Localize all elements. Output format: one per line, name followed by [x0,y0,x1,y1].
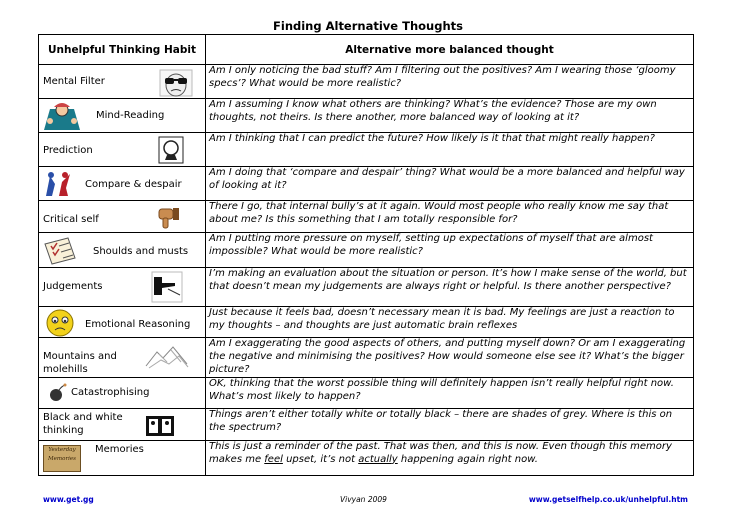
habit-label: Catastrophising [71,387,150,398]
habit-cell [39,307,206,338]
habit-label: Compare & despair [85,179,182,190]
table-row [39,167,694,201]
table-row [39,409,694,441]
habit-label: Mountains and molehills [43,351,117,375]
thought-cell: Just because it feels bad, doesn’t necessary mean it is bad. My feelings are just a reaction to my thoughts – and thoughts are just automatic brain reflexes [206,307,694,338]
habit-label: Shoulds and musts [93,246,189,257]
thought-cell [206,441,694,476]
habit-cell [39,441,206,476]
table-row [39,65,694,99]
black-white-figures-icon [145,415,175,437]
footer-link-getgg[interactable]: www.get.gg [43,495,94,504]
thought-cell: Am I doing that ‘compare and despair’ thing? What would be a more balanced and helpful way of looking at it? [206,167,694,201]
habit-label: Emotional Reasoning [85,319,191,330]
thought-cell: Am I exaggerating the good aspects of others, and putting myself down? Or am I exaggerating the negative and minimising the positives? How would someone else see it? What’s the bigger picture? [206,338,694,378]
table-row [39,201,694,233]
habit-cell [39,133,206,167]
table-header-row [39,35,694,65]
thought-text: upset, it’s not [282,453,359,465]
table-row [39,233,694,268]
thought-cell: I’m making an evaluation about the situation or person. It’s how I make sense of the world, but that doesn’t mean my judgements are always right or helpful. Is there another perspective? [206,268,694,307]
thought-text: happening again right now. [397,453,538,465]
table-row [39,378,694,409]
thought-column-header: Alternative more balanced thought [206,35,694,65]
habit-column-header: Unhelpful Thinking Habit [39,35,206,65]
table-row [39,307,694,338]
thinking-habits-table [38,34,694,476]
habit-label: Prediction [43,145,93,156]
emphasis-actually: actually [358,453,398,465]
habit-label: Judgements [43,281,103,292]
thought-cell: Am I thinking that I can predict the future? How likely is it that that might really happen? [206,133,694,167]
habit-cell [39,268,206,307]
table-row [39,338,694,378]
thought-cell: Am I only noticing the bad stuff? Am I filtering out the positives? Am I wearing those ‘gloomy specs’? What would be more realistic? [206,65,694,99]
footer-author: Vivyan 2009 [340,495,387,504]
habit-cell [39,201,206,233]
footer-link-getselfhelp[interactable]: www.getselfhelp.co.uk/unhelpful.htm [528,495,688,504]
habit-label: Memories [95,444,144,455]
habit-label: Critical self [43,214,99,225]
sad-face-icon [45,308,75,338]
habit-cell [39,99,206,133]
checklist-icon [42,236,78,266]
table-row [39,133,694,167]
thought-cell: Things aren’t either totally white or totally black – there are shades of grey. Where is this on the spectrum? [206,409,694,441]
page-title: Finding Alternative Thoughts [273,19,463,33]
habit-label: Mental Filter [43,76,105,87]
mind-reader-icon [42,101,82,131]
table-row [39,268,694,307]
habit-cell [39,409,206,441]
habit-cell [39,65,206,99]
habit-cell [39,233,206,268]
badge-text-1: Yesterday [48,447,76,453]
thought-cell: OK, thinking that the worst possible thing will definitely happen isn’t really helpful right now. What’s most likely to happen? [206,378,694,409]
habit-cell [39,338,206,378]
thought-cell: Am I putting more pressure on myself, setting up expectations of myself that are almost impossible? What would be more realistic? [206,233,694,268]
bomb-icon [46,382,68,404]
table-row [39,99,694,133]
sunglasses-face-icon [159,69,193,97]
thought-cell: There I go, that internal bully’s at it again. Would most people who really know me say that about me? Is this something that I am totally responsible for? [206,201,694,233]
thumbs-down-icon [157,206,183,230]
thought-cell: Am I assuming I know what others are thinking? What’s the evidence? Those are my own thoughts, not theirs. Is there another, more balanced way of looking at it? [206,99,694,133]
pointing-hand-icon [151,271,183,303]
thought-text: This is just a reminder of the past. That was then, and this is now. Even though this memory makes me [209,441,672,465]
yesterday-memories-icon [43,445,81,472]
badge-text-2: Memories [48,456,76,462]
habit-label: Black and white thinking [43,412,123,436]
crystal-ball-icon [158,136,184,164]
habit-cell [39,378,206,409]
mountains-icon [145,344,189,370]
compare-figures-icon [43,170,73,198]
table-row [39,441,694,476]
emphasis-feel: feel [264,453,283,465]
habit-cell [39,167,206,201]
habit-label: Mind-Reading [96,110,165,121]
